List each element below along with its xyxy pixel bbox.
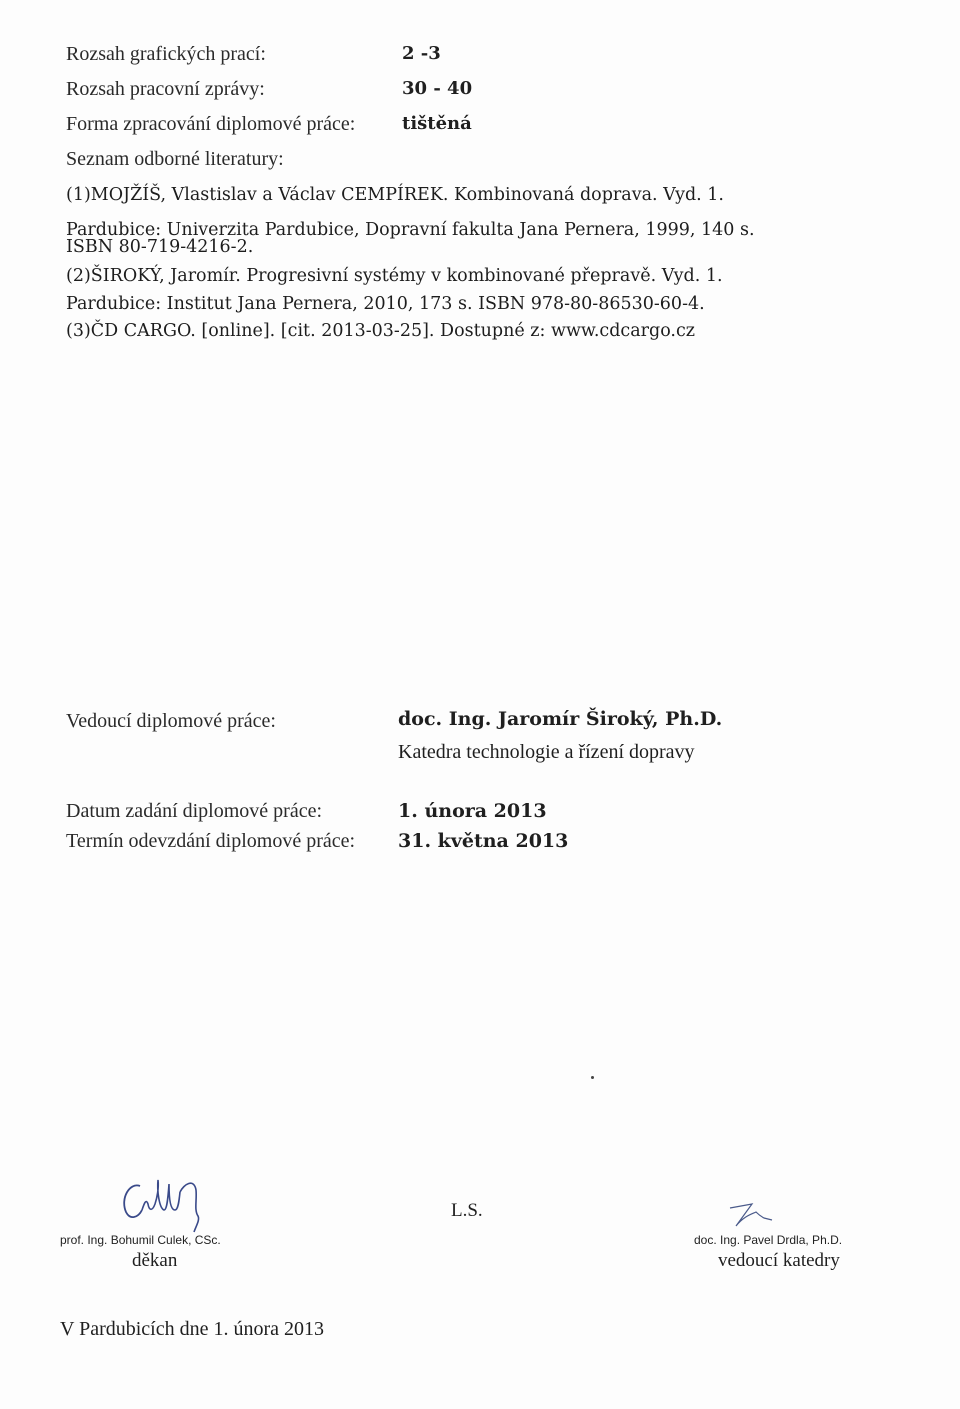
reference-line-1: (1)MOJŽÍŠ, Vlastislav a Václav CEMPÍREK. Kombinovaná doprava. Vyd. 1.: [66, 185, 724, 205]
dean-role: děkan: [132, 1250, 178, 1271]
graphics-scope-value: 2 -3: [402, 43, 441, 64]
reference-line-6: (3)ČD CARGO. [online]. [cit. 2013-03-25]. Dostupné z: www.cdcargo.cz: [66, 321, 696, 341]
supervisor-name: doc. Ing. Jaromír Široký, Ph.D.: [398, 708, 723, 730]
supervisor-label: Vedoucí diplomové práce:: [66, 710, 276, 732]
graphics-scope-label: Rozsah grafických prací:: [66, 43, 266, 65]
deadline-date-label: Termín odevzdání diplomové práce:: [66, 830, 356, 852]
reference-line-2: Pardubice: Univerzita Pardubice, Dopravní fakulta Jana Pernera, 1999, 140 s.: [66, 220, 755, 240]
thesis-form-value: tištěná: [402, 113, 472, 134]
literature-label: Seznam odborné literatury:: [66, 148, 284, 170]
report-scope-label: Rozsah pracovní zprávy:: [66, 78, 265, 100]
assigned-date-label: Datum zadání diplomové práce:: [66, 800, 323, 822]
reference-line-3: ISBN 80-719-4216-2.: [66, 237, 254, 257]
department-head-name: doc. Ing. Pavel Drdla, Ph.D.: [694, 1233, 843, 1247]
department-head-role: vedoucí katedry: [718, 1250, 840, 1271]
department-head-signature: [722, 1196, 782, 1232]
report-scope-value: 30 - 40: [402, 78, 473, 99]
deadline-date-value: 31. května 2013: [398, 830, 569, 852]
place-and-date: V Pardubicích dne 1. února 2013: [60, 1318, 325, 1340]
stray-dot: [591, 1076, 594, 1079]
dean-name: prof. Ing. Bohumil Culek, CSc.: [60, 1233, 221, 1247]
thesis-form-label: Forma zpracování diplomové práce:: [66, 113, 356, 135]
reference-line-4: (2)ŠIROKÝ, Jaromír. Progresivní systémy v kombinované přepravě. Vyd. 1.: [66, 266, 723, 286]
reference-line-5: Pardubice: Institut Jana Pernera, 2010, 173 s. ISBN 978-80-86530-60-4.: [66, 294, 705, 314]
supervisor-department: Katedra technologie a řízení dopravy: [398, 741, 695, 763]
stamp-label: L.S.: [451, 1200, 483, 1221]
assigned-date-value: 1. února 2013: [398, 800, 547, 822]
